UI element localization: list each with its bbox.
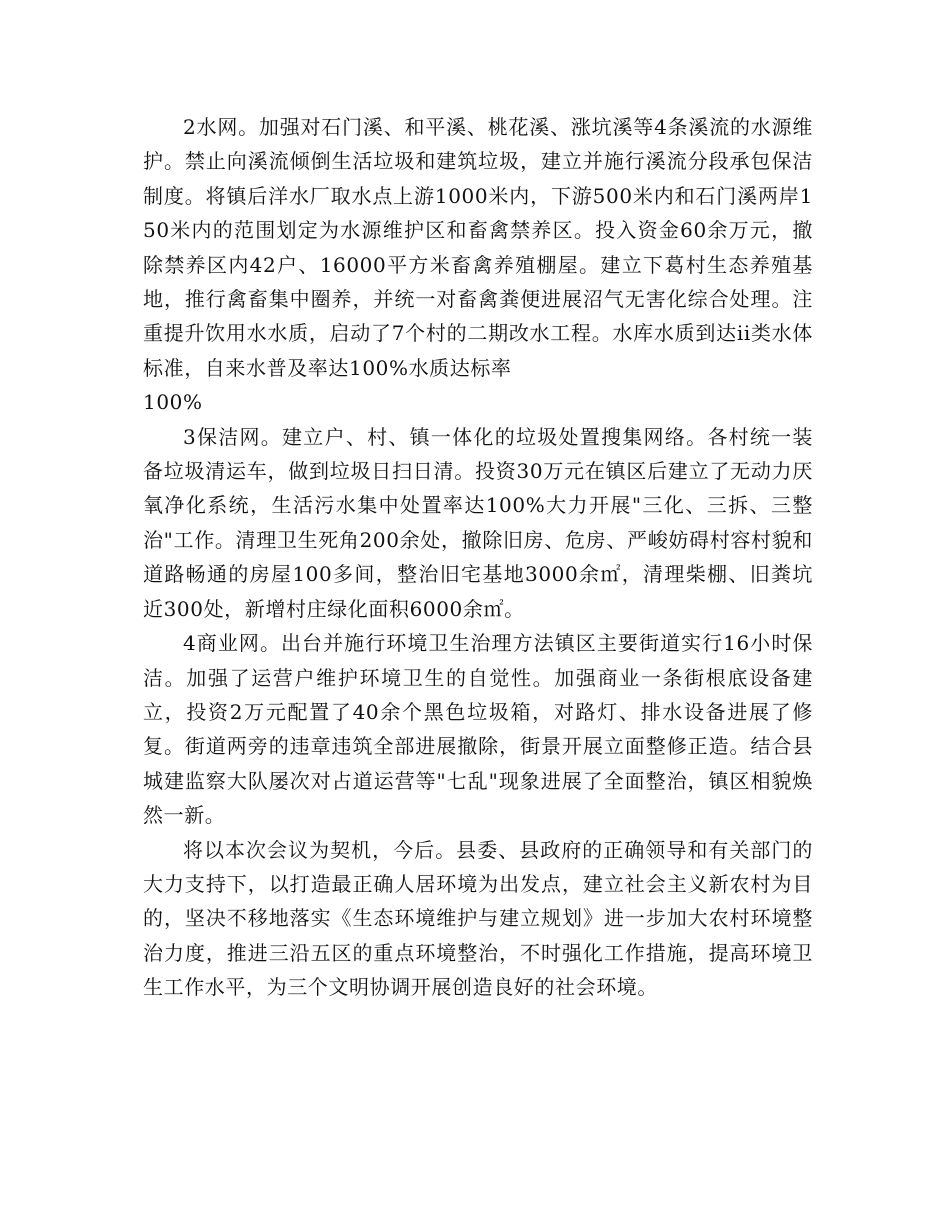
paragraph-cleaning-network: 3保洁网。建立户、村、镇一体化的垃圾处置搜集网络。各村统一装备垃圾清运车，做到垃圾日扫日清。投资30万元在镇区后建立了无动力厌氧净化系统，生活污水集中处置率达100%大力开展"三化、三拆、三整治"工作。清理卫生死角200余处，撤除旧房、危房、严峻妨碍村容村貌和道路畅通的房屋100多间，整治旧宅基地3000余㎡，清理柴棚、旧粪坑近300处，新增村庄绿化面积6000余㎡。 xyxy=(143,424,813,621)
paragraph-water-network: 2水网。加强对石门溪、和平溪、桃花溪、涨坑溪等4条溪流的水源维护。禁止向溪流倾倒生活垃圾和建筑垃圾，建立并施行溪流分段承包保洁制度。将镇后洋水厂取水点上游1000米内，下游500米内和石门溪两岸150米内的范围划定为水源维护区和畜禽禁养区。投入资金60余万元，撤除禁养区内42户、16000平方米畜禽养殖棚屋。建立下葛村生态养殖基地，推行禽畜集中圈养，并统一对畜禽粪便进展沼气无害化综合处理。注重提升饮用水水质，启动了7个村的二期改水工程。水库水质到达ii类水体标准，自来水普及率达100%水质达标率 xyxy=(143,115,813,380)
document-body xyxy=(143,110,813,1005)
paragraph-commercial-network: 4商业网。出台并施行环境卫生治理方法镇区主要街道实行16小时保洁。加强了运营户维护环境卫生的自觉性。加强商业一条街根底设备建立，投资2万元配置了40余个黑色垃圾箱，对路灯、排水设备进展了修复。街道两旁的违章违筑全部进展撤除，街景开展立面整修正造。结合县城建监察大队屡次对占道运营等"七乱"现象进展了全面整治，镇区相貌焕然一新。 xyxy=(143,631,813,828)
paragraph-water-network-continuation: 100% xyxy=(143,390,203,415)
paragraph-conclusion: 将以本次会议为契机，今后。县委、县政府的正确领导和有关部门的大力支持下，以打造最正确人居环境为出发点，建立社会主义新农村为目的，坚决不移地落实《生态环境维护与建立规划》进一步加大农村环境整治力度，推进三沿五区的重点环境整治，不时强化工作措施，提高环境卫生工作水平，为三个文明协调开展创造良好的社会环境。 xyxy=(143,837,813,1000)
